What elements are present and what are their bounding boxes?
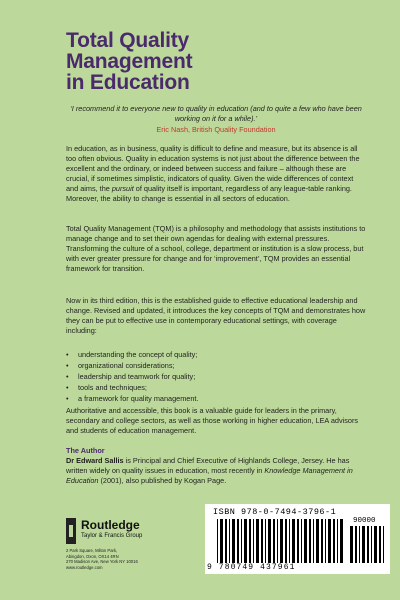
p1-pursuit: pursuit	[111, 184, 134, 193]
coverage-item: • tools and techniques;	[66, 382, 366, 393]
author-name: Dr Edward Sallis	[66, 456, 124, 465]
barcode-bar	[285, 519, 287, 563]
address-line: 270 Madison Ave, New York NY 10016	[66, 559, 138, 565]
author-heading: The Author	[66, 446, 105, 455]
barcode-bar	[225, 519, 227, 563]
barcode-panel	[205, 504, 390, 574]
barcode-bar	[304, 519, 307, 563]
barcode-bar	[217, 519, 218, 563]
barcode-bar	[371, 526, 372, 563]
title-line-3: in Education	[66, 71, 190, 94]
barcode-bar	[232, 519, 235, 563]
barcode-bar	[273, 519, 275, 563]
barcode-bar	[244, 519, 247, 563]
barcode-bar	[309, 519, 311, 563]
address-line: Abingdon, Oxon, OX14 4RN	[66, 553, 119, 559]
barcode-bar	[340, 519, 343, 563]
barcode-bar	[268, 519, 271, 563]
barcode-bar	[362, 526, 365, 563]
description-paragraph-3: Now in its third edition, this is the established guide to effective educational leadership and change. Revised and updated, it introduces the key concepts of TQM and demonstrates how they can be put to effective use in contemporary educational settings, with coverage including:	[66, 296, 366, 335]
title-line-1: Total Quality	[66, 29, 190, 52]
coverage-item: • understanding the concept of quality;	[66, 349, 366, 360]
publisher-group: Taylor & Francis Group	[81, 533, 143, 539]
book-title	[66, 30, 192, 93]
barcode-bar	[280, 519, 283, 563]
barcode-bar	[229, 519, 230, 563]
coverage-item: • a framework for quality management.	[66, 393, 366, 404]
barcode-bar	[249, 519, 251, 563]
barcode-bar	[313, 519, 314, 563]
coverage-item: • leadership and teamwork for quality;	[66, 371, 366, 382]
coverage-list	[66, 349, 366, 404]
barcode-bar	[301, 519, 302, 563]
barcode-bar	[237, 519, 239, 563]
barcode-bar	[316, 519, 319, 563]
description-paragraph-4: Authoritative and accessible, this book is a valuable guide for leaders in the primary, secondary and college sectors, as well as those working in higher education, LEA advisors and students of education management.	[66, 406, 359, 435]
title-line-2: Management	[66, 50, 193, 73]
publisher-logo	[66, 518, 186, 546]
endorsement-source: Eric Nash, British Quality Foundation	[156, 125, 276, 134]
address-line: www.routledge.com	[66, 564, 103, 570]
barcode-bar	[289, 519, 290, 563]
barcode-bar	[333, 519, 335, 563]
barcode-bar	[253, 519, 254, 563]
description-paragraph-2: Total Quality Management (TQM) is a philosophy and methodology that assists institutions to manage change and to set their own agendas for dealing with external pressures. Transforming the culture of a school, college, department or institution is a slow process, but with ever greater pressure for change and for ‘improvement’, TQM provides an essential framework for transition.	[66, 224, 366, 273]
barcode-bar	[337, 519, 338, 563]
publisher-name: Routledge	[81, 518, 140, 532]
p1-text-a: In education, as in business, quality is difficult to define and measure, but its absence is all too often obvious. Quality in education systems is not just about the difference between the excellent and the ordinary, or indeed between success and failure – although these are crucial, if sometimes simplistic, indicators of quality. Given the wide differences of context and aims, the	[66, 144, 360, 193]
barcode-bar	[297, 519, 299, 563]
barcode-bar	[265, 519, 266, 563]
publisher-address	[66, 548, 196, 570]
barcode-bar	[325, 519, 326, 563]
barcode-bar	[261, 519, 263, 563]
p1-text-b: of quality itself is important, regardless of any league-table ranking. Moreover, the ability to change is essential in all sectors of education.	[66, 184, 352, 203]
barcode-bar	[292, 519, 295, 563]
barcode-bar	[355, 526, 357, 563]
isbn-text: ISBN 978-0-7494-3796-1	[213, 507, 337, 517]
endorsement-quote: ‘I recommend it to everyone new to quality in education (and to quite a few who have been working on it for a while).’	[70, 104, 362, 123]
ean-barcode	[217, 519, 345, 563]
author-bio	[66, 456, 366, 486]
author-book-title: Knowledge Management in Education	[66, 466, 353, 485]
barcode-bar	[277, 519, 278, 563]
barcode-bar	[350, 526, 353, 563]
barcode-bar	[321, 519, 323, 563]
routledge-logo-icon	[66, 518, 76, 544]
barcode-bar	[328, 519, 331, 563]
description-paragraph-1	[66, 144, 366, 204]
barcode-bar	[256, 519, 259, 563]
price-code: 90000	[353, 517, 376, 525]
author-bio-a: is Principal and Chief Executive of Highlands College, Jersey. He has written widely on quality issues in education, most recently in	[66, 456, 350, 475]
barcode-number: 9 780749 437961	[207, 563, 296, 572]
barcode-bar	[367, 526, 369, 563]
barcode-bar	[379, 526, 381, 563]
price-barcode	[350, 526, 386, 563]
author-bio-b: (2001), also published by Kogan Page.	[98, 476, 227, 485]
barcode-bar	[359, 526, 360, 563]
barcode-bar	[241, 519, 242, 563]
barcode-bar	[374, 526, 377, 563]
barcode-bar	[220, 519, 223, 563]
address-line: 2 Park Square, Milton Park,	[66, 548, 118, 553]
barcode-bar	[383, 526, 384, 563]
coverage-item: • organizational considerations;	[66, 360, 366, 371]
